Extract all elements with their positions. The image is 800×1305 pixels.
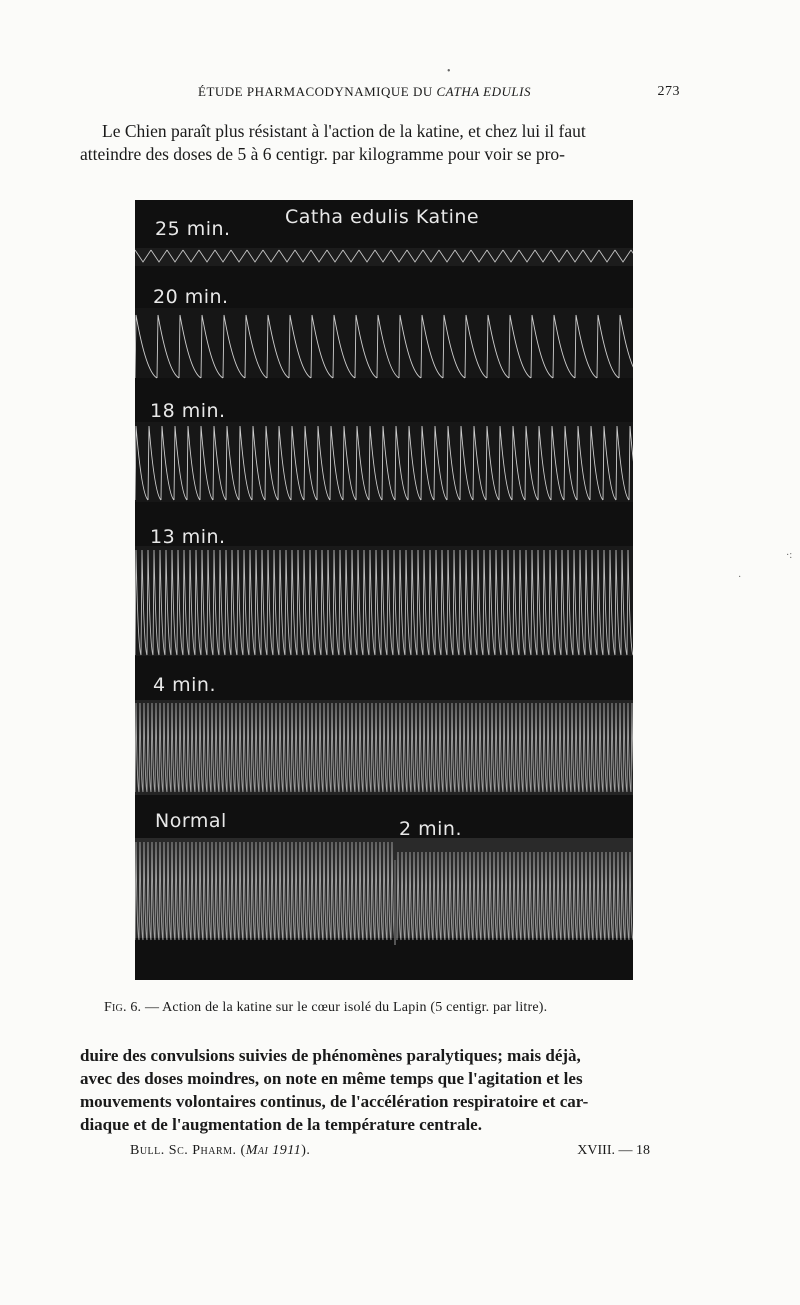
figure-number: Fig. 6. [104,1000,142,1015]
print-speck: · [738,572,742,583]
paragraph-bottom [80,1044,696,1136]
paragraph-top [80,120,696,166]
label-13-min: 13 min. [150,526,226,548]
paragraph-line: duire des convulsions suivies de phénomènes paralytiques; mais déjà, [80,1046,581,1065]
print-speck: • [447,66,451,77]
paragraph-line: avec des doses moindres, on note en même temps que l'agitation et les [80,1069,583,1088]
kymograph-figure [135,200,633,980]
page-footer [130,1143,650,1163]
label-normal: Normal [155,810,227,832]
label-2-min: 2 min. [399,818,462,840]
print-speck: ·: [786,550,793,561]
label-4-min: 4 min. [153,674,216,696]
label-18-min: 18 min. [150,400,226,422]
caption-text: — Action de la katine sur le cœur isolé du Lapin (5 centigr. par litre). [141,1000,548,1015]
paragraph-line: atteindre des doses de 5 à 6 centigr. par kilogramme pour voir se pro- [80,144,565,164]
running-header [120,84,680,106]
paragraph-line: Le Chien paraît plus résistant à l'action de la katine, et chez lui il faut [102,121,586,141]
label-25-min: 25 min. [155,218,231,240]
figure-title: Catha edulis Katine [285,206,480,228]
journal-reference: Bull. Sc. Pharm. (Mai 1911). [130,1143,311,1158]
trace-band [135,248,633,266]
figure-caption [104,1000,704,1016]
heart-traces [135,200,633,980]
label-20-min: 20 min. [153,286,229,308]
paragraph-line: mouvements volontaires continus, de l'accélération respiratoire et car- [80,1092,589,1111]
volume-signature: XVIII. — 18 [577,1143,650,1158]
running-title: ÉTUDE PHARMACODYNAMIQUE DU CATHA EDULIS [198,84,531,99]
page-number: 273 [657,84,680,99]
paragraph-line: diaque et de l'augmentation de la température centrale. [80,1115,482,1134]
